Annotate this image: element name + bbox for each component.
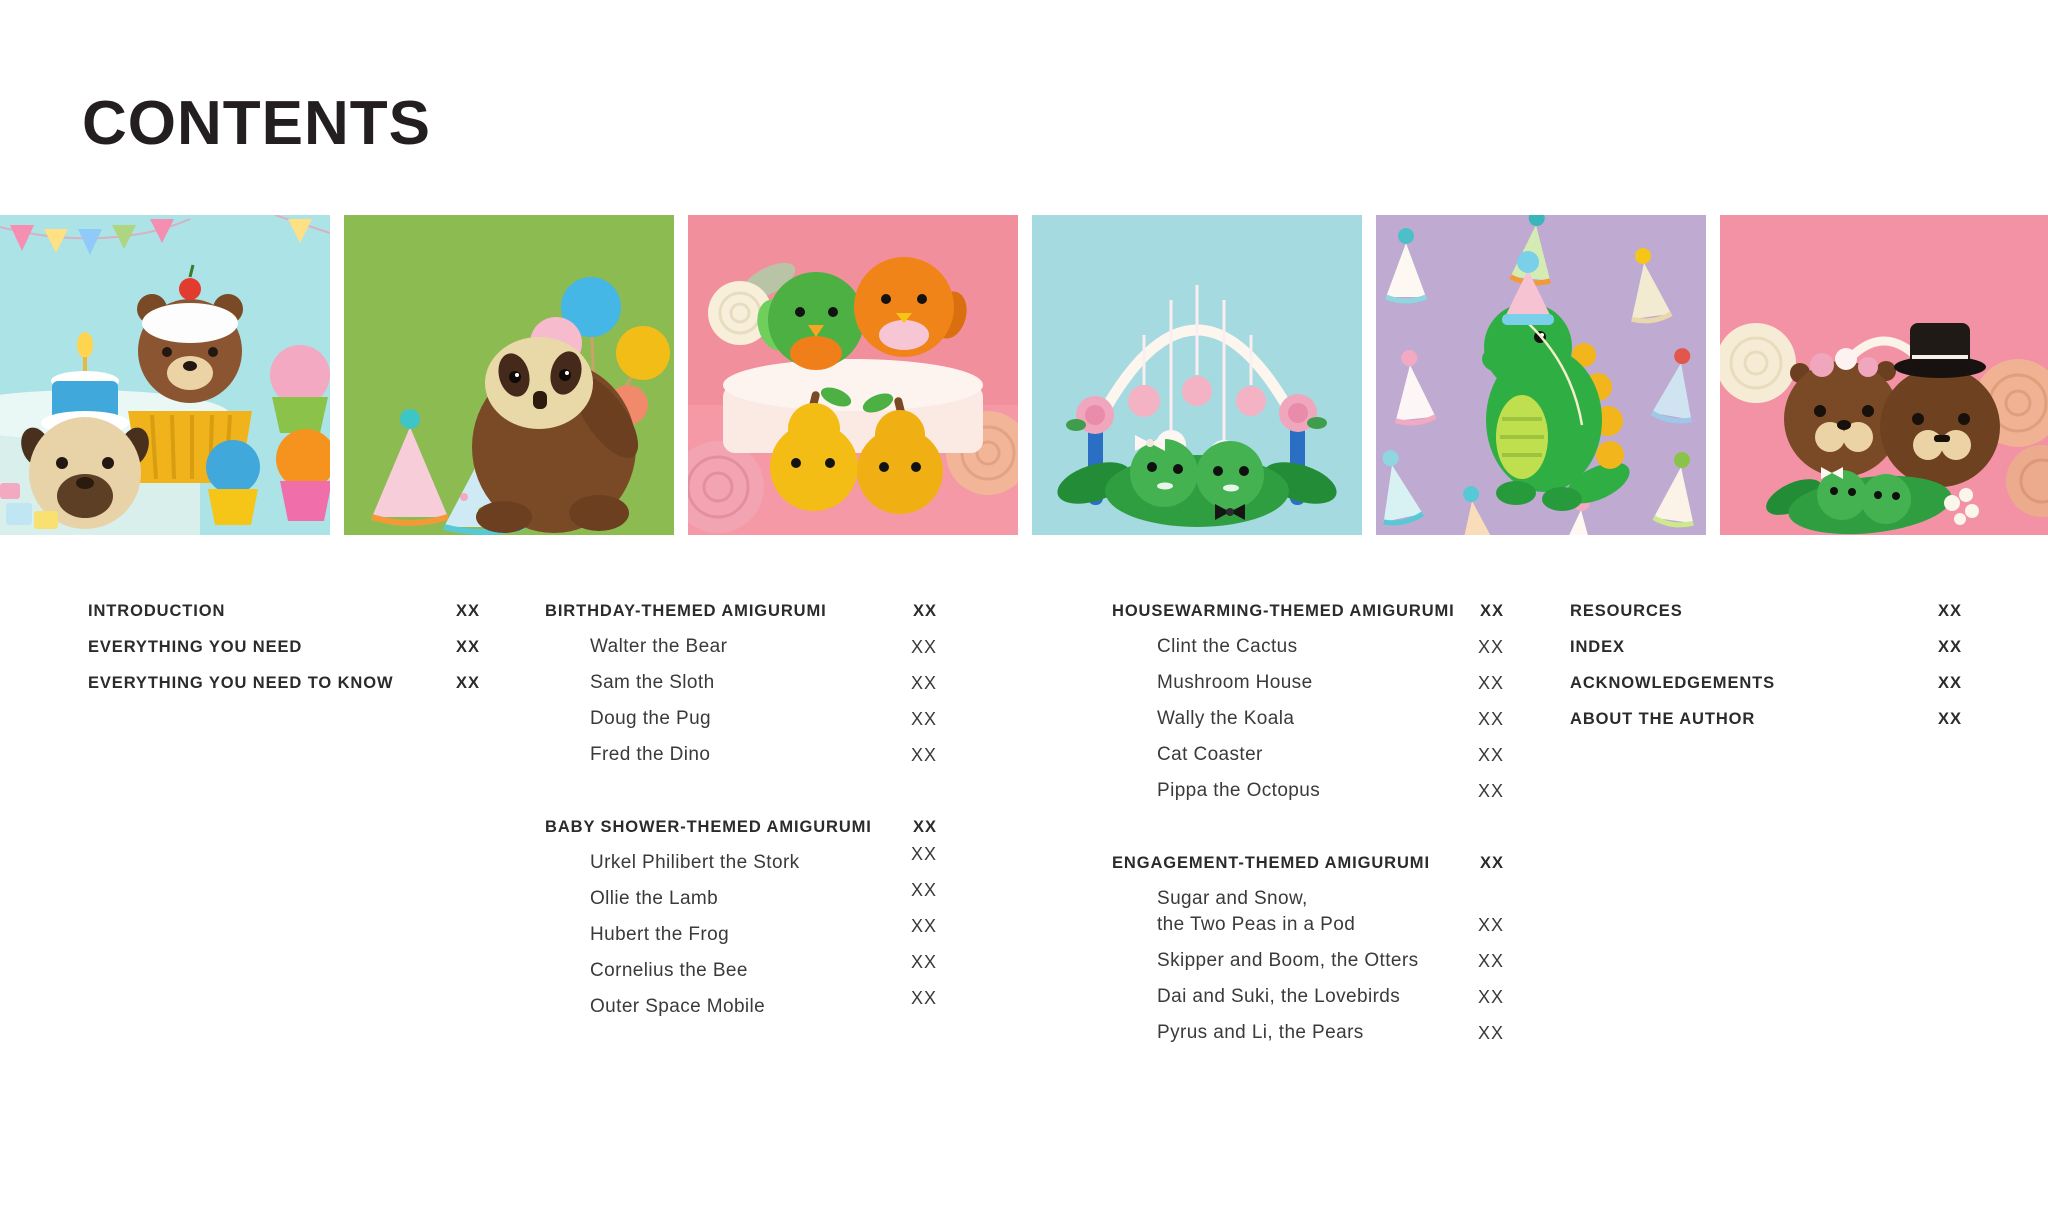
toc-entry	[545, 952, 937, 984]
toc-entry-label: ACKNOWLEDGEMENTS	[1570, 674, 1776, 692]
toc-entry-label: Skipper and Boom, the Otters	[1157, 950, 1419, 971]
page-number: XX	[1937, 602, 1962, 620]
toc-entry-label: Cat Coaster	[1157, 744, 1263, 765]
toc-entry	[88, 598, 480, 624]
page-number: XX	[910, 709, 937, 729]
page-number: XX	[1479, 854, 1504, 872]
photo-strip	[0, 215, 2048, 535]
toc-entry	[1112, 948, 1504, 974]
page-number: XX	[910, 637, 937, 657]
section-gap	[545, 778, 937, 814]
toc-entry-label: Dai and Suki, the Lovebirds	[1157, 986, 1401, 1007]
page-number: XX	[910, 988, 937, 1008]
toc-section-header	[545, 814, 937, 840]
toc-entry-label: EVERYTHING YOU NEED	[88, 638, 303, 656]
page-number: XX	[455, 674, 480, 692]
toc-entry-label-line1: Sugar and Snow,	[1157, 888, 1308, 909]
toc-entry	[1570, 634, 1962, 660]
section-gap	[1112, 814, 1504, 850]
toc-entry-label: Pyrus and Li, the Pears	[1157, 1022, 1364, 1043]
page-number: XX	[1937, 638, 1962, 656]
toc-entry-label: Sam the Sloth	[590, 672, 715, 693]
toc-entry-label: Wally the Koala	[1157, 708, 1295, 729]
otters-scene-illustration	[1720, 215, 2048, 535]
toc-entry-label: RESOURCES	[1570, 602, 1683, 620]
toc-entry-label: Hubert the Frog	[590, 924, 730, 945]
photo-two-peas-baby-mobile	[1032, 215, 1362, 535]
toc-entry	[1112, 886, 1504, 938]
toc-column-back-matter	[1570, 598, 1962, 742]
toc-entry	[545, 706, 937, 732]
toc-entry	[1112, 670, 1504, 696]
page-number: XX	[910, 952, 937, 972]
toc-entry-label: INDEX	[1570, 638, 1625, 656]
page-number: XX	[1477, 709, 1504, 729]
dino-shape	[1482, 251, 1636, 512]
toc-entry	[1112, 778, 1504, 804]
toc-column-birthday-and-baby-shower	[545, 598, 937, 1030]
mobile-arch-shape	[1094, 285, 1300, 470]
page-number: XX	[1937, 710, 1962, 728]
toc-entry	[1112, 1020, 1504, 1046]
toc-entry	[1112, 984, 1504, 1010]
page-number: XX	[910, 745, 937, 765]
toc-section-header	[1112, 598, 1504, 624]
toc-entry-label	[1112, 886, 1355, 938]
toc-entry-label: Doug the Pug	[590, 708, 711, 729]
toc-entry-label: Outer Space Mobile	[590, 996, 766, 1017]
page-title: CONTENTS	[82, 89, 431, 158]
page-number: XX	[910, 916, 937, 936]
toc-entry-label: EVERYTHING YOU NEED TO KNOW	[88, 674, 394, 692]
toc-entry	[1112, 706, 1504, 732]
toc-entry-label: Pippa the Octopus	[1157, 780, 1321, 801]
lovebirds-scene-illustration	[688, 215, 1018, 535]
page-number: XX	[910, 673, 937, 693]
toc-entry	[545, 988, 937, 1020]
page-number: XX	[455, 638, 480, 656]
cake-stand-shape	[723, 359, 983, 453]
toc-section-header	[545, 598, 937, 624]
toc-entry-label: Walter the Bear	[590, 636, 728, 657]
photo-otters-and-peas	[1720, 215, 2048, 535]
page-number: XX	[1937, 674, 1962, 692]
page-number: XX	[1477, 915, 1504, 935]
birthday-scene-illustration	[0, 215, 330, 535]
toc-entry	[88, 670, 480, 696]
page-number: XX	[910, 844, 937, 864]
toc-entry	[545, 742, 937, 768]
toc-entry-label: BIRTHDAY-THEMED AMIGURUMI	[545, 602, 827, 620]
page-number: XX	[1479, 602, 1504, 620]
dino-scene-illustration	[1376, 215, 1706, 535]
toc-entry-label: Cornelius the Bee	[590, 960, 748, 981]
page-number: XX	[1477, 987, 1504, 1007]
toc-entry	[1570, 706, 1962, 732]
toc-section-header	[1112, 850, 1504, 876]
photo-lovebirds-and-pears	[688, 215, 1018, 535]
toc-entry	[1112, 634, 1504, 660]
toc-entry-label: Mushroom House	[1157, 672, 1313, 693]
page-number: XX	[455, 602, 480, 620]
toc-entry	[545, 880, 937, 912]
toc-entry-label: Clint the Cactus	[1157, 636, 1298, 657]
page-number: XX	[1477, 1023, 1504, 1043]
page-number: XX	[1477, 637, 1504, 657]
bunting-flags	[0, 215, 330, 255]
toc-column-housewarming-and-engagement	[1112, 598, 1504, 1056]
page-number: XX	[912, 818, 937, 836]
toc-entry-label: INTRODUCTION	[88, 602, 226, 620]
toc-column-front-matter	[88, 598, 480, 706]
orange-bird-shape	[854, 257, 972, 357]
photo-sloth-with-balloons	[344, 215, 674, 535]
photo-birthday-bear-pug-cupcakes	[0, 215, 330, 535]
toc-entry	[545, 634, 937, 660]
sloth-scene-illustration	[344, 215, 674, 535]
toc-entry	[545, 670, 937, 696]
toc-entry	[1570, 670, 1962, 696]
toc-entry-label: Ollie the Lamb	[590, 888, 719, 909]
page-number: XX	[1477, 781, 1504, 801]
baby-mobile-scene-illustration	[1032, 215, 1362, 535]
toc-entry-label: Urkel Philibert the Stork	[590, 852, 800, 873]
toc-entry-label: HOUSEWARMING-THEMED AMIGURUMI	[1112, 602, 1455, 620]
toc-entry-label: ENGAGEMENT-THEMED AMIGURUMI	[1112, 854, 1430, 872]
toc-entry-label: Fred the Dino	[590, 744, 711, 765]
toc-entry	[1112, 742, 1504, 768]
page-number: XX	[1477, 951, 1504, 971]
toc-entry	[88, 634, 480, 660]
page-number: XX	[1477, 745, 1504, 765]
toc-entry	[545, 844, 937, 876]
photo-dino-with-party-hats	[1376, 215, 1706, 535]
toc-entry	[1570, 598, 1962, 624]
toc-entry-label-line2: the Two Peas in a Pod	[1157, 914, 1356, 935]
pug-with-cake-hat-shape	[16, 332, 154, 529]
page-number: XX	[912, 602, 937, 620]
page-number: XX	[910, 880, 937, 900]
toc-entry	[545, 916, 937, 948]
toc-entry-label: ABOUT THE AUTHOR	[1570, 710, 1756, 728]
toc-entry-label: BABY SHOWER-THEMED AMIGURUMI	[545, 818, 872, 836]
page-number: XX	[1477, 673, 1504, 693]
